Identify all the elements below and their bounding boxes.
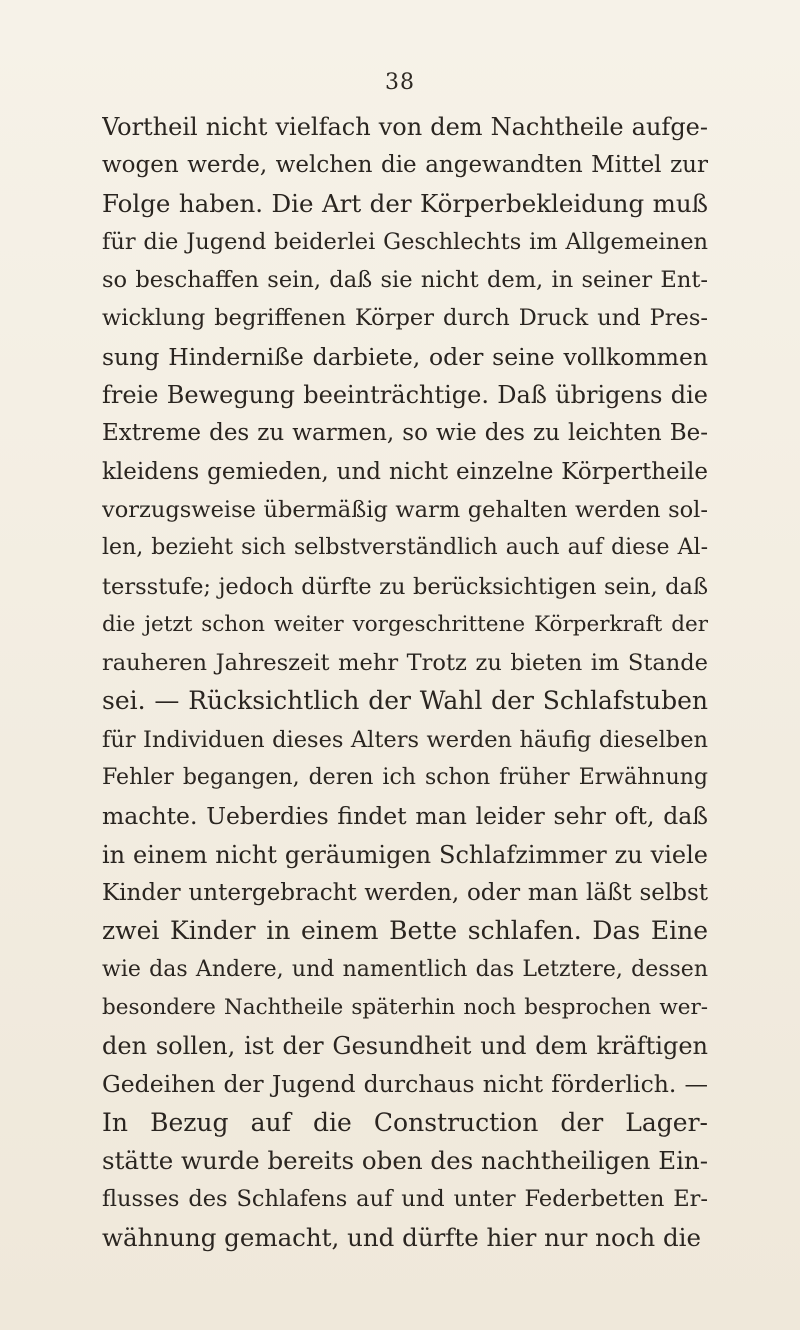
body-text (102, 108, 708, 1257)
text-line: wicklung begriffenen Körper durch Druck und Pres- (102, 305, 708, 332)
text-line: In Bezug auf die Construction der Lager- (102, 1107, 708, 1137)
text-line: sei. — Rücksichtlich der Wahl der Schlafstuben (102, 686, 708, 716)
text-line: den sollen, ist der Gesundheit und dem kräftigen (102, 1032, 708, 1061)
text-line: rauheren Jahreszeit mehr Trotz zu bieten im Stande (102, 650, 708, 677)
text-line: Extreme des zu warmen, so wie des zu leichten Be- (102, 420, 708, 447)
text-line: flusses des Schlafens auf und unter Federbetten Er- (102, 1186, 708, 1213)
text-line: kleidens gemieden, und nicht einzelne Körpertheile (102, 458, 708, 485)
text-line: machte. Ueberdies findet man leider sehr oft, daß (102, 802, 708, 831)
text-line: die jetzt schon weiter vorgeschrittene Körperkraft der (102, 611, 708, 637)
text-line: Gedeihen der Jugend durchaus nicht förderlich. — (102, 1070, 708, 1099)
page-number: 38 (385, 70, 415, 95)
text-line: wie das Andere, und namentlich das Letztere, dessen (102, 956, 708, 982)
text-line: Fehler begangen, deren ich schon früher Erwähnung (102, 765, 708, 791)
text-line: sung Hinderniße darbiete, oder seine vollkommen (102, 342, 708, 371)
text-line: stätte wurde bereits oben des nachtheiligen Ein- (102, 1146, 708, 1176)
text-line: in einem nicht geräumigen Schlafzimmer zu viele (102, 840, 708, 869)
text-line: vorzugsweise übermäßig warm gehalten werden sol- (102, 496, 708, 523)
text-line: Kinder untergebracht werden, oder man läßt selbst (102, 879, 708, 906)
text-line: len, bezieht sich selbstverständlich auch auf diese Al- (102, 535, 708, 561)
text-line: für Individuen dieses Alters werden häufig dieselben (102, 726, 708, 753)
text-line: tersstufe; jedoch dürfte zu berücksichtigen sein, daß (102, 573, 708, 600)
text-line: Folge haben. Die Art der Körperbekleidung muß (102, 188, 708, 218)
text-line: für die Jugend beiderlei Geschlechts im Allgemeinen (102, 228, 708, 255)
text-line: zwei Kinder in einem Bette schlafen. Das Eine (102, 916, 708, 946)
text-line: freie Bewegung beeinträchtige. Daß übrigens die (102, 381, 708, 410)
text-line: so beschaffen sein, daß sie nicht dem, in seiner Ent- (102, 267, 708, 294)
text-line: besondere Nachtheile späterhin noch besprochen wer- (102, 994, 708, 1020)
text-line: wähnung gemacht, und dürfte hier nur noch die (102, 1222, 702, 1252)
text-line: Vortheil nicht vielfach von dem Nachtheile aufge- (102, 113, 708, 141)
text-line: wogen werde, welchen die angewandten Mittel zur (102, 152, 708, 179)
